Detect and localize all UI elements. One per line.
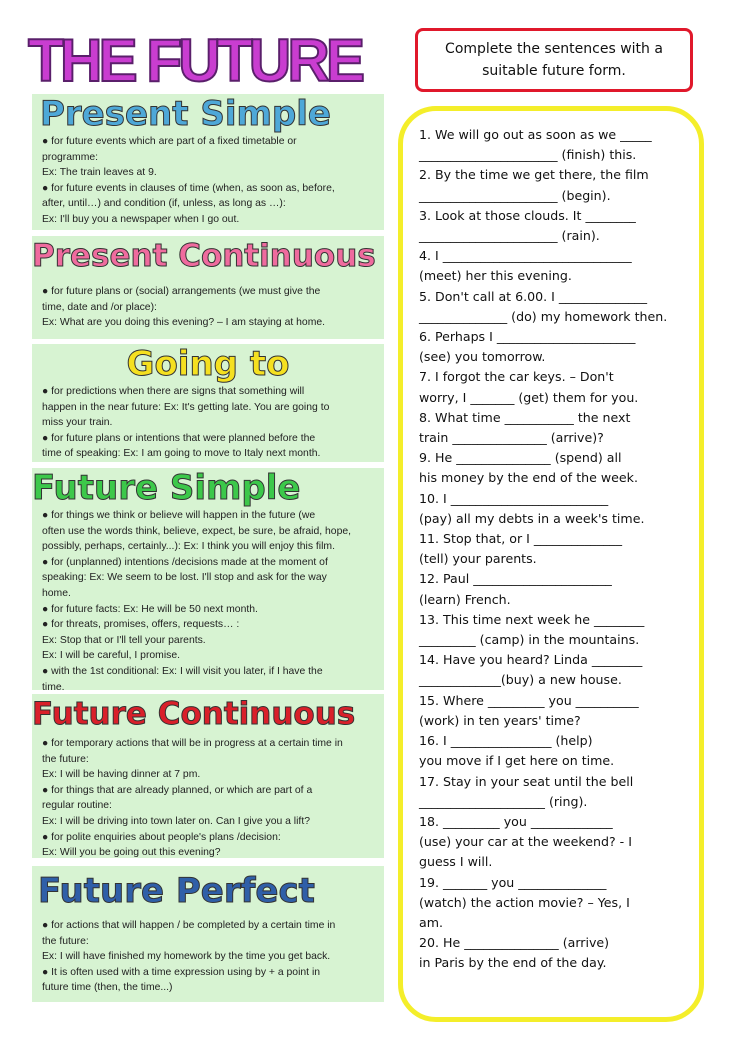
exercise-line: ______________ (do) my homework then. xyxy=(419,308,668,324)
text-line: Ex: I'll buy you a newspaper when I go out. xyxy=(42,213,240,225)
section-heading: Future Continuous xyxy=(32,696,356,732)
exercise-line: _________ (camp) in the mountains. xyxy=(419,632,640,648)
instruction-box xyxy=(415,28,693,92)
text-line: after, until…) and condition (if, unless, as long as …): xyxy=(42,198,286,210)
exercise-line: (pay) all my debts in a week's time. xyxy=(419,510,645,526)
text-line: ● with the 1st conditional: Ex: I will visit you later, if I have the xyxy=(42,665,323,677)
text-line: happen in the near future: Ex: It's getting late. You are going to xyxy=(42,401,330,413)
text-line: ● for future plans or (social) arrangements (we must give the xyxy=(42,286,321,297)
section-heading: Present Continuous xyxy=(32,238,376,274)
text-line: ● for polite enquiries about people's plans /decision: xyxy=(42,831,281,843)
text-line: ● for (unplanned) intentions /decisions made at the moment of xyxy=(42,556,328,568)
exercise-line: (see) you tomorrow. xyxy=(419,349,546,365)
exercise-line: 10. I _________________________ xyxy=(419,490,609,506)
exercise-line: in Paris by the end of the day. xyxy=(419,955,607,971)
exercise-line: 17. Stay in your seat until the bell xyxy=(419,773,634,789)
exercise-line: guess I will. xyxy=(419,854,493,870)
section-heading: Future Simple xyxy=(32,468,301,508)
exercise-line: _____________(buy) a new house. xyxy=(419,672,622,688)
text-line: possibly, perhaps, certainly...): Ex: I think you will enjoy this film. xyxy=(42,541,335,553)
text-line: time of speaking: Ex: I am going to move to Italy next month. xyxy=(42,448,321,460)
text-line: ● for future events which are part of a fixed timetable or xyxy=(42,136,297,147)
section-heading: Future Perfect xyxy=(38,871,315,911)
section-present-simple xyxy=(32,94,384,230)
section-body xyxy=(32,508,384,695)
exercise-line: 5. Don't call at 6.00. I ______________ xyxy=(419,288,648,304)
section-heading: Going to xyxy=(126,344,290,384)
section-body xyxy=(32,384,384,462)
page-title: THE FUTURE xyxy=(28,27,362,94)
exercise-line: (tell) your parents. xyxy=(419,551,537,567)
section-future-simple xyxy=(32,468,384,693)
exercise-line: worry, I _______ (get) them for you. xyxy=(419,389,639,405)
text-line: the future: xyxy=(42,753,89,765)
text-line: Ex: I will be driving into town later on. Can I give you a lift? xyxy=(42,815,310,827)
text-line: the future: xyxy=(42,935,89,947)
section-present-continuous xyxy=(32,236,384,339)
instruction-text: Complete the sentences with a suitable future form. xyxy=(445,41,663,79)
exercise-line: his money by the end of the week. xyxy=(419,470,638,486)
exercise-line: 13. This time next week he ________ xyxy=(419,611,645,627)
text-line: often use the words think, believe, expect, be sure, be afraid, hope, xyxy=(42,525,352,537)
section-going-to xyxy=(32,344,384,462)
section-body xyxy=(32,916,384,996)
exercise-line: (meet) her this evening. xyxy=(419,268,572,284)
text-line: speaking: Ex: We seem to be lost. I'll stop and ask for the way xyxy=(42,572,327,584)
text-line: time. xyxy=(42,681,65,693)
text-line: Ex: I will be careful, I promise. xyxy=(42,650,181,662)
text-line: ● for future events in clauses of time (when, as soon as, before, xyxy=(42,182,335,194)
exercise-line: 12. Paul ______________________ xyxy=(419,571,612,587)
text-line: ● for threats, promises, offers, requests… : xyxy=(42,619,240,631)
text-line: ● for future facts: Ex: He will be 50 next month. xyxy=(42,603,258,615)
exercise-line: (work) in ten years' time? xyxy=(419,712,581,728)
section-future-perfect xyxy=(32,866,384,1002)
exercise-line: 14. Have you heard? Linda ________ xyxy=(419,652,643,668)
text-line: ● for temporary actions that will be in progress at a certain time in xyxy=(42,738,343,749)
text-line: ● for future plans or intentions that were planned before the xyxy=(42,432,316,444)
exercise-line: (use) your car at the weekend? - I xyxy=(419,834,632,850)
section-heading: Present Simple xyxy=(40,94,331,134)
text-line: home. xyxy=(42,587,71,599)
text-line: Ex: Will you be going out this evening? xyxy=(42,847,221,859)
exercise-line: 1. We will go out as soon as we _____ xyxy=(419,127,652,142)
exercise-line: 4. I ______________________________ xyxy=(419,248,632,264)
text-line: Ex: The train leaves at 9. xyxy=(42,167,157,179)
exercise-line: (watch) the action movie? – Yes, I xyxy=(419,894,630,910)
exercise-line: 15. Where _________ you __________ xyxy=(419,692,639,708)
section-future-continuous xyxy=(32,694,384,858)
exercise-line: 8. What time ___________ the next xyxy=(419,409,631,425)
exercise-line: (learn) French. xyxy=(419,591,511,607)
text-line: Ex: I will be having dinner at 7 pm. xyxy=(42,769,201,781)
text-line: time, date and /or place): xyxy=(42,301,157,313)
text-line: Ex: Stop that or I'll tell your parents. xyxy=(42,634,206,646)
text-line: ● It is often used with a time expression using by + a point in xyxy=(42,966,321,978)
text-line: ● for actions that will happen / be completed by a certain time in xyxy=(42,920,336,931)
exercise-line: ______________________ (begin). xyxy=(419,187,611,203)
exercise-line: 9. He _______________ (spend) all xyxy=(419,450,622,466)
exercise-line: 2. By the time we get there, the film xyxy=(419,167,649,183)
exercise-line: you move if I get here on time. xyxy=(419,753,615,769)
exercise-list xyxy=(419,125,687,974)
exercise-panel xyxy=(398,106,704,1022)
text-line: future time (then, the time...) xyxy=(42,982,173,994)
exercise-line: ______________________ (rain). xyxy=(419,228,600,244)
exercise-line: 20. He _______________ (arrive) xyxy=(419,935,610,951)
exercise-line: am. xyxy=(419,914,443,930)
exercise-line: train _______________ (arrive)? xyxy=(419,430,604,446)
section-body xyxy=(32,276,384,331)
exercise-line: 6. Perhaps I ______________________ xyxy=(419,329,636,345)
text-line: Ex: I will have finished my homework by the time you get back. xyxy=(42,951,331,963)
exercise-line: 16. I ________________ (help) xyxy=(419,733,593,749)
exercise-line: 18. _________ you _____________ xyxy=(419,813,613,829)
text-line: miss your train. xyxy=(42,417,113,429)
text-line: regular routine: xyxy=(42,800,112,812)
section-body xyxy=(32,134,384,228)
exercise-line: ____________________ (ring). xyxy=(419,793,588,809)
section-body xyxy=(32,734,384,861)
text-line: ● for predictions when there are signs that something will xyxy=(42,386,305,397)
exercise-line: 19. _______ you ______________ xyxy=(419,874,607,890)
exercise-line: 11. Stop that, or I ______________ xyxy=(419,531,623,547)
text-line: ● for things that are already planned, or which are part of a xyxy=(42,784,313,796)
exercise-line: 3. Look at those clouds. It ________ xyxy=(419,207,636,223)
text-line: programme: xyxy=(42,151,99,163)
exercise-line: 7. I forgot the car keys. – Don't xyxy=(419,369,614,385)
exercise-line: ______________________ (finish) this. xyxy=(419,147,637,163)
text-line: ● for things we think or believe will happen in the future (we xyxy=(42,510,316,521)
text-line: Ex: What are you doing this evening? – I am staying at home. xyxy=(42,317,326,329)
